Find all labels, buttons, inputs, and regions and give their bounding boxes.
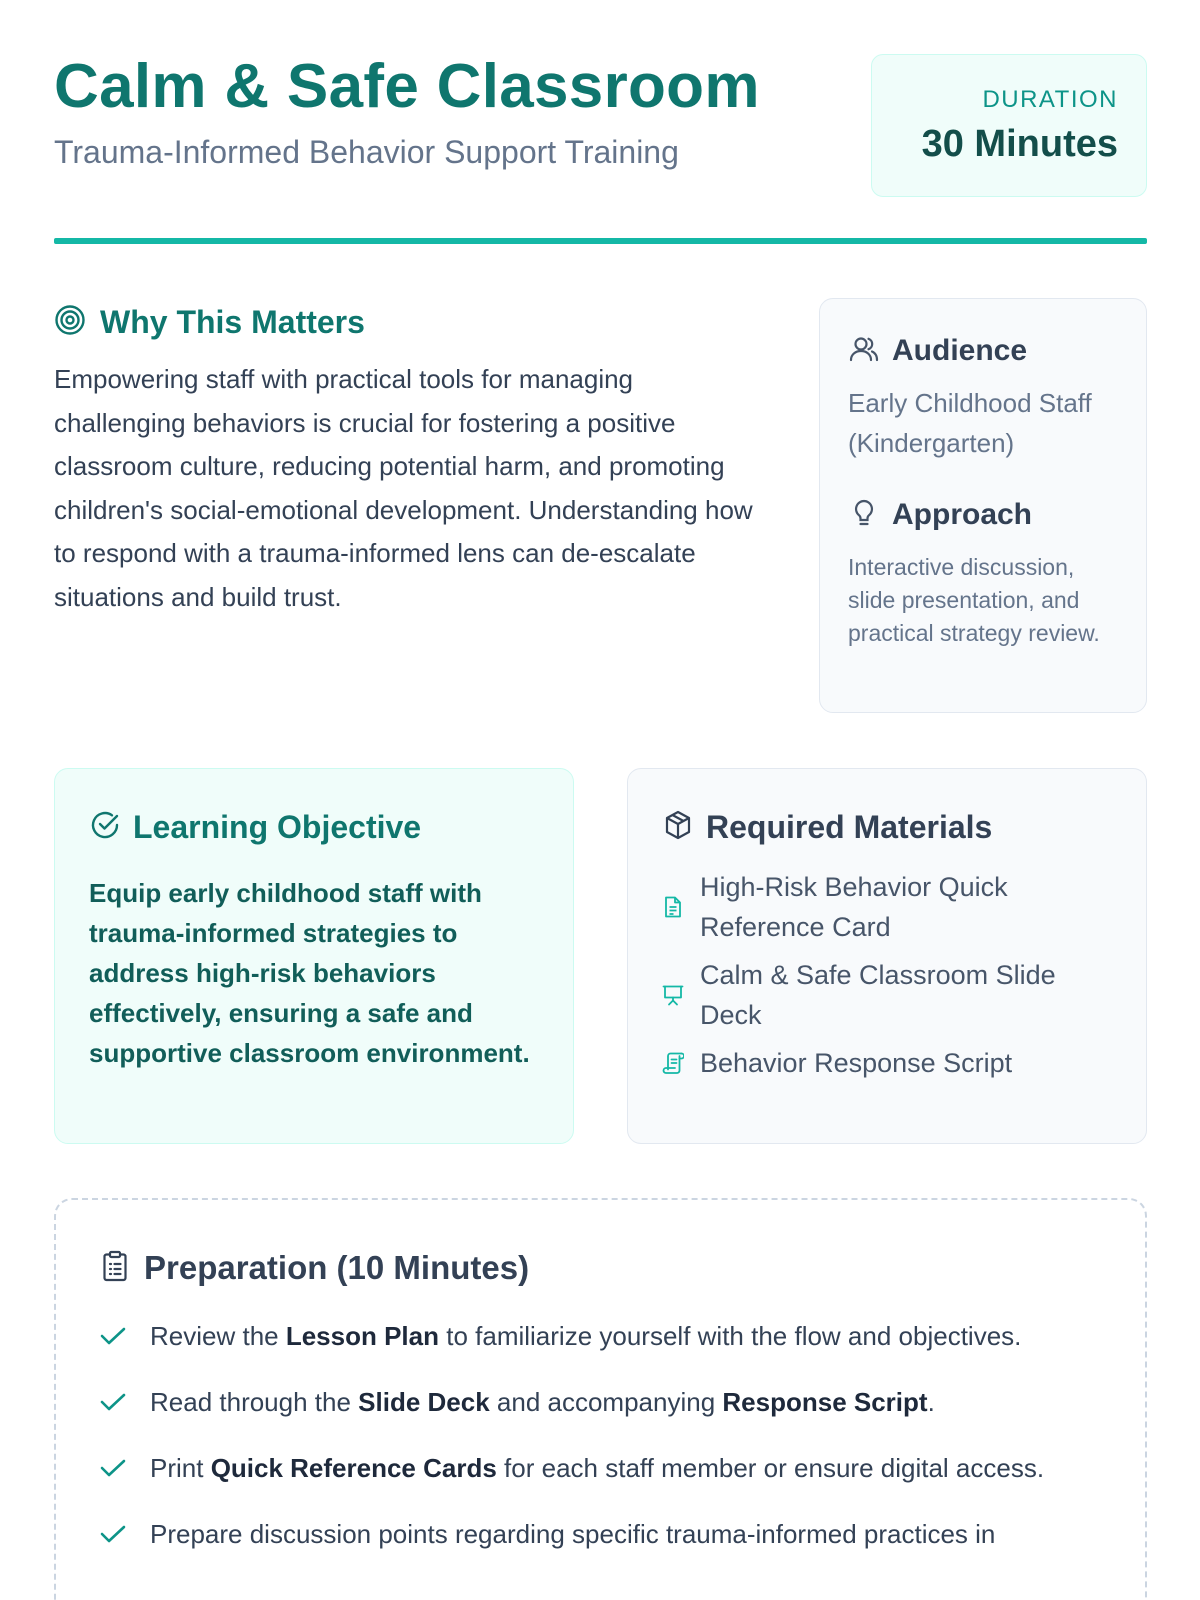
presentation-icon	[662, 984, 684, 1006]
checklist-text: Review the Lesson Plan to familiarize yourself with the flow and objectives.	[150, 1321, 1022, 1351]
materials-list	[662, 867, 1116, 1083]
checklist-text: Read through the Slide Deck and accompanying Response Script.	[150, 1387, 935, 1417]
approach-heading: Approach	[892, 498, 1033, 531]
checklist-text: Print Quick Reference Cards for each staff member or ensure digital access.	[150, 1453, 1045, 1483]
checklist-item	[100, 1382, 1105, 1422]
duration-card	[871, 54, 1147, 197]
audience-heading-row	[848, 331, 1120, 371]
duration-label: DURATION	[982, 86, 1118, 113]
learning-objective-heading-row	[89, 803, 543, 851]
page-title: Calm & Safe Classroom	[54, 52, 760, 121]
approach-heading-row	[848, 495, 1120, 535]
users-icon	[848, 333, 880, 370]
learning-objective-heading: Learning Objective	[133, 808, 422, 845]
why-this-matters-heading-row	[54, 300, 754, 344]
approach-text: Interactive discussion, slide presentation, and practical strategy review.	[848, 554, 1100, 646]
preparation-section	[54, 1198, 1147, 1600]
learning-objective-card	[54, 768, 574, 1144]
material-label: High-Risk Behavior Quick Reference Card	[700, 872, 1008, 942]
audience-text: Early Childhood Staff (Kindergarten)	[848, 388, 1092, 458]
why-this-matters-text: Empowering staff with practical tools for managing challenging behaviors is crucial for fostering a positive classroom culture, reducing potential harm, and promoting children's social-emotional development. Understanding how to respond with a trauma-informed lens can de-escalate situations and build trust.	[54, 364, 753, 612]
checklist-item	[100, 1448, 1105, 1488]
circle-check-icon	[89, 809, 121, 846]
package-icon	[662, 809, 694, 846]
audience-approach-card	[819, 298, 1147, 713]
preparation-checklist	[100, 1316, 1105, 1554]
check-icon	[100, 1382, 128, 1422]
audience-heading: Audience	[892, 334, 1028, 367]
preparation-heading: Preparation (10 Minutes)	[144, 1249, 530, 1286]
header	[54, 0, 1147, 245]
list-item	[662, 867, 1116, 947]
list-item	[662, 955, 1116, 1035]
page-subtitle: Trauma-Informed Behavior Support Training	[54, 134, 679, 170]
preparation-heading-row	[100, 1246, 1105, 1290]
check-icon	[100, 1448, 128, 1488]
checklist-text: Prepare discussion points regarding specific trauma-informed practices in	[150, 1519, 996, 1549]
learning-objective-text: Equip early childhood staff with trauma-informed strategies to address high-risk behaviors effectively, ensuring a safe and supportive classroom environment.	[89, 878, 530, 1068]
required-materials-card	[627, 768, 1147, 1144]
clipboard-icon	[100, 1250, 130, 1287]
material-label: Behavior Response Script	[700, 1048, 1013, 1078]
required-materials-heading-row	[662, 803, 1116, 851]
header-divider	[54, 238, 1147, 244]
list-item	[662, 1043, 1116, 1083]
check-icon	[100, 1316, 128, 1356]
why-this-matters-heading: Why This Matters	[100, 303, 365, 340]
checklist-item	[100, 1514, 1105, 1554]
why-this-matters-section	[54, 300, 754, 619]
material-label: Calm & Safe Classroom Slide Deck	[700, 960, 1056, 1030]
check-icon	[100, 1514, 128, 1554]
checklist-item	[100, 1316, 1105, 1356]
scroll-icon	[662, 1052, 684, 1074]
file-text-icon	[662, 896, 684, 918]
required-materials-heading: Required Materials	[706, 808, 993, 845]
lightbulb-icon	[848, 497, 880, 534]
duration-value: 30 Minutes	[921, 123, 1118, 165]
target-icon	[54, 304, 86, 341]
